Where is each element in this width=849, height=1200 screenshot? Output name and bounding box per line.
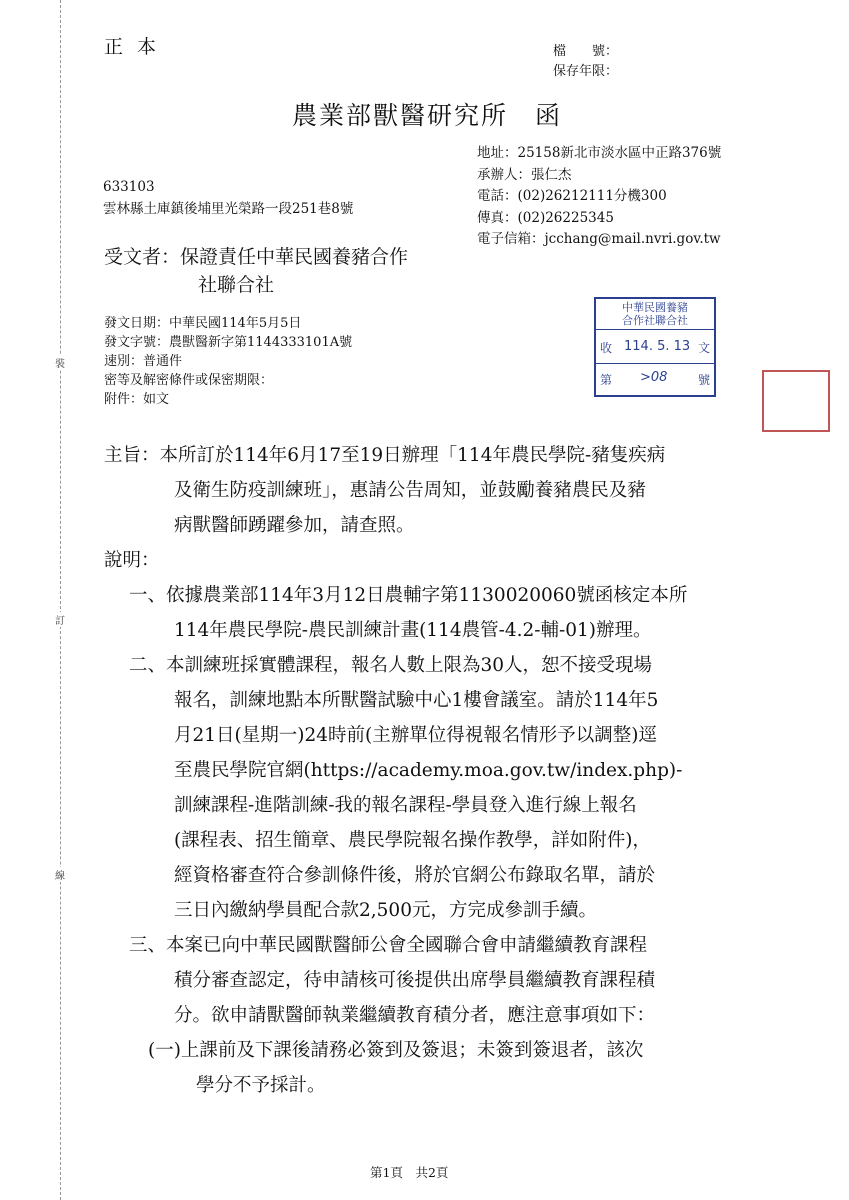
item-line: 積分審查認定，待申請核可後提供出席學員繼續教育課程積 [174,970,656,991]
subject-line: 病獸醫師踴躍參加，請查照。 [174,515,415,536]
item-2 [104,648,687,928]
meta-date: 發文日期：中華民國114年5月5日 [104,316,302,331]
meta-attachment: 附件：如文 [104,392,170,407]
stamp-recv: 收 [600,341,613,355]
subject-line: 主旨：本所訂於114年6月17至19日辦理「114年農民學院-豬隻疾病 [104,445,666,466]
meta-doc-no: 發文字號：農獸醫新字第1144333101A號 [104,335,353,350]
item-line: 三日內繳納學員配合款2,500元，方完成參訓手續。 [174,900,597,921]
copy-label: 正本 [104,36,171,58]
sender-address: 地址：25158新北市淡水區中正路376號 [477,145,722,161]
sender-fax: 傳真：(02)26225345 [477,209,614,226]
stamp-org-bottom: 合作社聯合社 [622,314,688,327]
meta-secrecy: 密等及解密條件或保密期限： [104,373,274,388]
recipient-line-2: 社聯合社 [198,274,275,296]
stamp-di: 第 [600,373,613,387]
item-3 [104,928,687,1033]
document-meta [104,314,352,409]
document-body [104,438,687,1103]
received-stamp [594,297,716,397]
document-title: 農業部獸醫研究所 函 [292,101,563,130]
explain-label: 說明： [104,550,160,571]
recipient-address [103,176,353,220]
sub-item-line: 學分不予採計。 [196,1075,326,1096]
recipient [104,243,408,299]
stamp-org-top: 中華民國養豬 [622,301,688,314]
item-1 [104,578,687,648]
sub-item-line: (一)上課前及下課後請務必簽到及簽退；未簽到簽退者，該次 [148,1040,644,1061]
item-line: 三、本案已向中華民國獸醫師公會全國聯合會申請繼續教育課程 [129,935,648,956]
item-line: 至農民學院官網(https://academy.moa.gov.tw/index.php)- [174,760,683,781]
item-line: (課程表、招生簡章、農民學院報名操作教學，詳如附件)， [174,830,651,851]
item-line: 一、依據農業部114年3月12日農輔字第1130020060號函核定本所 [129,585,688,606]
retention-label: 保存年限： [553,64,619,79]
binding-label-zhuang: 裝 [55,355,65,370]
item-line: 報名，訓練地點本所獸醫試驗中心1樓會議室。請於114年5 [174,690,659,711]
item-line: 114年農民學院-農民訓練計畫(114農管-4.2-輔-01)辦理。 [174,620,652,641]
recipient-zip: 633103 [103,179,155,195]
subject-line: 及衛生防疫訓練班」，惠請公告周知，並鼓勵養豬農民及豬 [174,480,646,501]
stamp-date: 114. 5. 13 [624,339,691,354]
sender-email: 電子信箱：jcchang@mail.nvri.gov.tw [477,231,721,247]
binding-line [60,0,62,1200]
sender-handler: 承辦人：張仁杰 [477,166,572,183]
binding-label-ding: 訂 [55,612,65,627]
recipient-line-1: 受文者：保證責任中華民國養豬合作 [104,246,409,268]
sender-phone: 電話：(02)26212111分機300 [477,188,667,204]
sender-contact [477,143,721,251]
subject [104,438,687,543]
binding-label-xian: 線 [55,867,65,882]
item-line: 二、本訓練班採實體課程，報名人數上限為30人，恕不接受現場 [129,655,653,676]
sub-item-1 [104,1033,687,1103]
file-number-label: 檔 號： [553,44,619,59]
recipient-street: 雲林縣土庫鎮後埔里光榮路一段251巷8號 [103,201,354,217]
item-line: 經資格審查符合參訓條件後，將於官網公布錄取名單，請於 [174,865,656,886]
meta-speed: 速別：普通件 [104,354,183,369]
file-number-block [553,42,618,82]
item-line: 分。欲申請獸醫師執業繼續教育積分者，應注意事項如下： [174,1005,656,1026]
stamp-hao: 號 [697,373,710,387]
stamp-number: >08 [640,370,668,385]
official-seal [762,370,830,432]
page-footer: 第1頁 共2頁 [370,1165,449,1180]
item-line: 訓練課程-進階訓練-我的報名課程-學員登入進行線上報名 [174,795,637,816]
item-line: 月21日(星期一)24時前(主辦單位得視報名情形予以調整)逕 [174,725,657,746]
stamp-wen: 文 [697,341,710,355]
